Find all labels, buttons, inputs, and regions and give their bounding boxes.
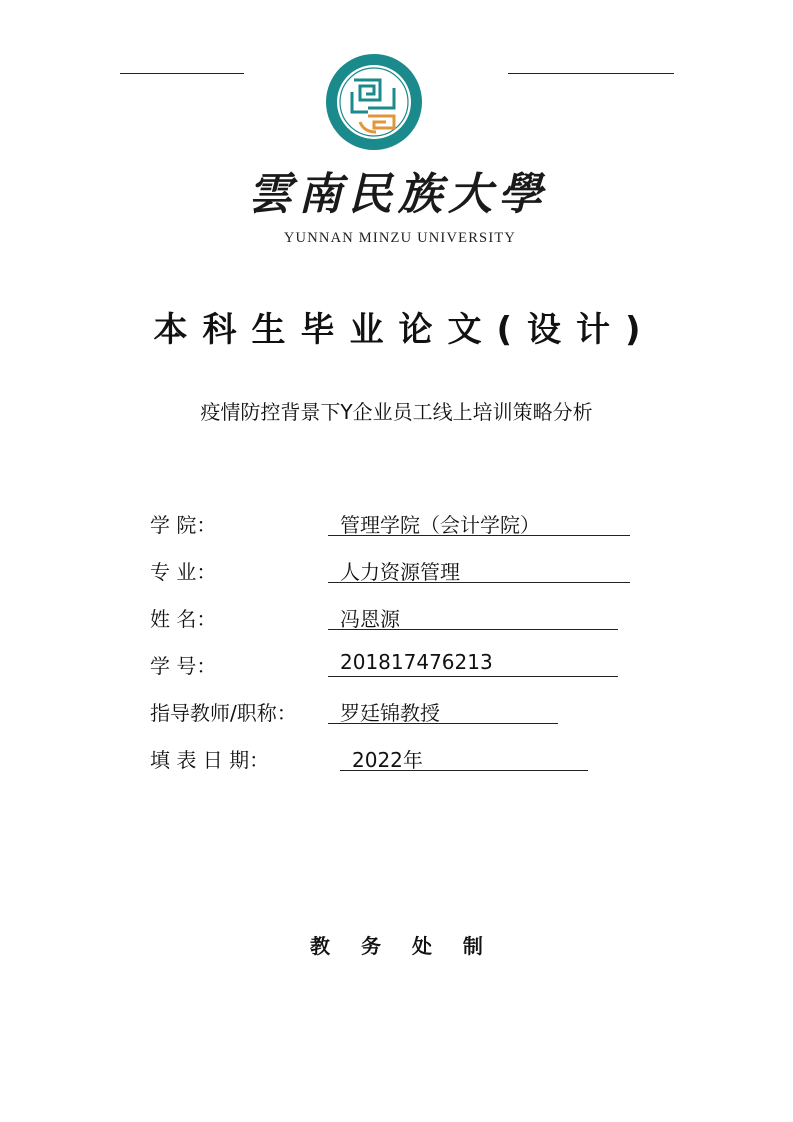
university-seal-logo: [324, 52, 424, 152]
field-value-name: 冯恩源: [328, 603, 618, 630]
field-label-college: 学 院：: [150, 513, 217, 537]
field-value-fill-date: 2022年: [340, 744, 588, 771]
university-name-en: YUNNAN MINZU UNIVERSITY: [283, 230, 517, 246]
thesis-title: 疫情防控背景下Y企业员工线上培训策略分析: [200, 400, 593, 424]
issuing-office: 教 务 处 制: [310, 934, 495, 958]
field-label-advisor: 指导教师/职称：: [150, 701, 297, 725]
document-title: 本科生毕业论文(设计): [153, 310, 656, 350]
field-value-college: 管理学院（会计学院）: [328, 509, 630, 536]
university-name-cn: 雲南民族大學: [248, 169, 548, 220]
header-rule-right: [508, 73, 674, 74]
field-label-student-id: 学 号：: [150, 654, 217, 678]
field-label-name: 姓 名：: [150, 607, 217, 631]
field-value-advisor: 罗廷锦教授: [328, 697, 558, 724]
header-rule-left: [120, 73, 244, 74]
field-label-major: 专 业：: [150, 560, 217, 584]
field-value-major: 人力资源管理: [328, 556, 630, 583]
field-value-student-id: 201817476213: [328, 650, 618, 677]
field-label-fill-date: 填 表 日 期：: [150, 748, 270, 772]
